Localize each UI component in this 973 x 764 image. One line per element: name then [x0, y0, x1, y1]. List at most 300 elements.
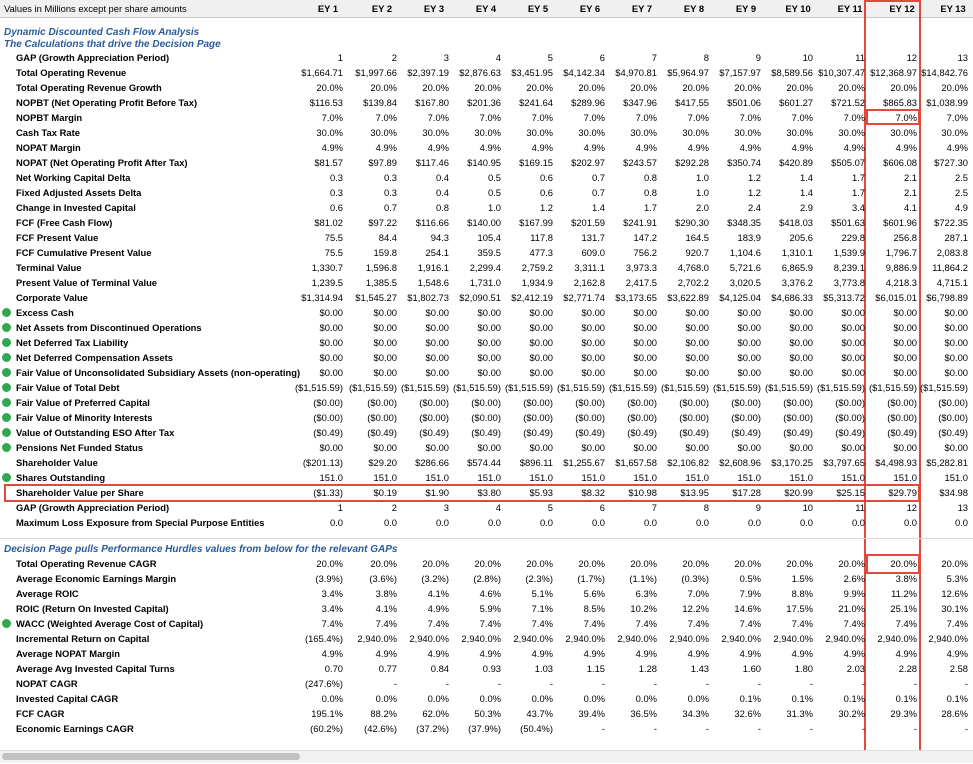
cell[interactable]: 30.0%: [526, 127, 553, 138]
cell[interactable]: (60.2%): [310, 723, 343, 734]
cell[interactable]: (3.9%): [315, 573, 343, 584]
cell[interactable]: 3.8%: [375, 588, 397, 599]
cell[interactable]: 0.8: [435, 202, 449, 213]
cell[interactable]: $0.00: [633, 442, 657, 453]
cell[interactable]: 30.0%: [474, 127, 501, 138]
cell[interactable]: 4.9%: [895, 142, 917, 153]
cell[interactable]: ($1,515.59): [661, 382, 709, 393]
cell[interactable]: 7.4%: [843, 618, 865, 629]
scrollbar-thumb[interactable]: [2, 753, 300, 760]
cell[interactable]: $3,451.95: [511, 67, 553, 78]
cell[interactable]: 10: [802, 52, 813, 63]
cell[interactable]: (37.9%): [468, 723, 501, 734]
cell[interactable]: ($0.00): [887, 397, 917, 408]
cell[interactable]: 2: [391, 52, 397, 63]
cell[interactable]: 0.0: [539, 517, 553, 528]
cell[interactable]: 0.0: [799, 517, 813, 528]
cell[interactable]: 2.58: [949, 663, 968, 674]
cell[interactable]: 20.0%: [630, 558, 657, 569]
cell[interactable]: 4.9%: [375, 648, 397, 659]
cell[interactable]: 30.0%: [422, 127, 449, 138]
cell[interactable]: $1,657.58: [615, 457, 657, 468]
cell[interactable]: 2,940.0%: [825, 633, 865, 644]
cell[interactable]: 1.2: [747, 172, 761, 183]
cell[interactable]: 6: [599, 502, 605, 513]
cell[interactable]: 0.1%: [739, 693, 761, 704]
cell[interactable]: $0.00: [841, 337, 865, 348]
cell[interactable]: 1,310.1: [781, 247, 813, 258]
cell[interactable]: $4,498.93: [875, 457, 917, 468]
cell[interactable]: ($0.00): [783, 397, 813, 408]
cell[interactable]: $0.00: [685, 367, 709, 378]
cell[interactable]: ($0.49): [419, 427, 449, 438]
cell[interactable]: 4.9%: [843, 648, 865, 659]
cell[interactable]: 5.3%: [946, 573, 968, 584]
cell[interactable]: 30.0%: [578, 127, 605, 138]
cell[interactable]: ($0.00): [783, 412, 813, 423]
cell[interactable]: 8.5%: [583, 603, 605, 614]
cell[interactable]: 14.6%: [734, 603, 761, 614]
cell[interactable]: ($0.49): [887, 427, 917, 438]
cell[interactable]: $347.96: [623, 97, 657, 108]
cell[interactable]: 4.9%: [479, 648, 501, 659]
cell[interactable]: 4.1%: [375, 603, 397, 614]
cell[interactable]: $0.00: [319, 307, 343, 318]
cell[interactable]: ($0.00): [835, 412, 865, 423]
cell[interactable]: $4,686.33: [771, 292, 813, 303]
cell[interactable]: 151.0: [477, 472, 501, 483]
cell[interactable]: 30.0%: [890, 127, 917, 138]
cell[interactable]: 0.1%: [791, 693, 813, 704]
cell[interactable]: ($0.49): [575, 427, 605, 438]
cell[interactable]: $12,368.97: [870, 67, 917, 78]
cell[interactable]: 256.8: [893, 232, 917, 243]
cell[interactable]: $0.00: [373, 367, 397, 378]
cell[interactable]: $501.06: [727, 97, 761, 108]
cell[interactable]: 4.9%: [946, 648, 968, 659]
cell[interactable]: $721.52: [831, 97, 865, 108]
cell[interactable]: 1.60: [742, 663, 761, 674]
cell[interactable]: 1: [337, 52, 343, 63]
cell[interactable]: 7: [651, 502, 657, 513]
cell[interactable]: 7.4%: [583, 618, 605, 629]
cell[interactable]: 477.3: [529, 247, 553, 258]
cell[interactable]: $286.66: [415, 457, 449, 468]
cell[interactable]: 20.0%: [786, 558, 813, 569]
cell[interactable]: $0.00: [477, 352, 501, 363]
cell[interactable]: 4.9%: [531, 142, 553, 153]
cell[interactable]: $97.89: [368, 157, 397, 168]
cell[interactable]: $501.63: [831, 217, 865, 228]
cell[interactable]: $0.00: [737, 442, 761, 453]
cell[interactable]: $606.08: [883, 157, 917, 168]
cell[interactable]: $0.00: [944, 352, 968, 363]
cell[interactable]: 0.0%: [375, 693, 397, 704]
cell[interactable]: 4.9%: [635, 142, 657, 153]
cell[interactable]: $0.00: [529, 307, 553, 318]
cell[interactable]: 1.0: [695, 172, 709, 183]
cell[interactable]: 2,940.0%: [721, 633, 761, 644]
cell[interactable]: 7.4%: [427, 618, 449, 629]
cell[interactable]: $1,038.99: [926, 97, 968, 108]
cell[interactable]: 4: [495, 52, 501, 63]
cell[interactable]: 30.0%: [630, 127, 657, 138]
cell[interactable]: 2,940.0%: [773, 633, 813, 644]
cell[interactable]: 20.0%: [526, 558, 553, 569]
cell[interactable]: ($1,515.59): [765, 382, 813, 393]
cell[interactable]: $2,412.19: [511, 292, 553, 303]
cell[interactable]: (3.6%): [369, 573, 397, 584]
cell[interactable]: 12.2%: [682, 603, 709, 614]
cell[interactable]: (0.3%): [681, 573, 709, 584]
cell[interactable]: 0.1%: [843, 693, 865, 704]
cell[interactable]: $574.44: [467, 457, 501, 468]
cell[interactable]: $0.00: [529, 337, 553, 348]
cell[interactable]: $117.46: [415, 157, 449, 168]
cell[interactable]: 7.0%: [687, 112, 709, 123]
cell[interactable]: $169.15: [519, 157, 553, 168]
cell[interactable]: $0.00: [529, 322, 553, 333]
cell[interactable]: $6,798.89: [926, 292, 968, 303]
cell[interactable]: 2,162.8: [573, 277, 605, 288]
cell[interactable]: $243.57: [623, 157, 657, 168]
cell[interactable]: $140.95: [467, 157, 501, 168]
cell[interactable]: $0.00: [737, 307, 761, 318]
cell[interactable]: $0.00: [789, 352, 813, 363]
cell[interactable]: $0.00: [685, 322, 709, 333]
cell[interactable]: 0.8: [643, 187, 657, 198]
cell[interactable]: ($201.13): [302, 457, 343, 468]
cell[interactable]: 2.4: [747, 202, 761, 213]
cell[interactable]: 6,865.9: [781, 262, 813, 273]
cell[interactable]: $13.95: [680, 487, 709, 498]
cell[interactable]: 21.0%: [838, 603, 865, 614]
cell[interactable]: $202.97: [571, 157, 605, 168]
cell[interactable]: $727.30: [934, 157, 968, 168]
cell[interactable]: 3.8%: [895, 573, 917, 584]
cell[interactable]: 30.0%: [682, 127, 709, 138]
cell[interactable]: 1.28: [638, 663, 657, 674]
cell[interactable]: ($1,515.59): [401, 382, 449, 393]
cell[interactable]: -: [705, 678, 709, 689]
cell[interactable]: 2.6%: [843, 573, 865, 584]
cell[interactable]: 2.03: [846, 663, 865, 674]
cell[interactable]: $0.00: [477, 367, 501, 378]
cell[interactable]: 0.3: [329, 187, 343, 198]
cell[interactable]: 2,702.2: [677, 277, 709, 288]
cell[interactable]: 0.0: [591, 517, 605, 528]
cell[interactable]: 0.6: [539, 187, 553, 198]
cell[interactable]: 4.9%: [739, 648, 761, 659]
cell[interactable]: 36.5%: [630, 708, 657, 719]
cell[interactable]: 151.0: [373, 472, 397, 483]
cell[interactable]: $201.36: [467, 97, 501, 108]
cell[interactable]: 75.5: [324, 232, 343, 243]
cell[interactable]: 2.5: [954, 187, 968, 198]
cell[interactable]: -: [809, 723, 813, 734]
cell[interactable]: 0.0: [487, 517, 501, 528]
cell[interactable]: 34.3%: [682, 708, 709, 719]
cell[interactable]: 7.0%: [843, 112, 865, 123]
cell[interactable]: 4.9%: [531, 648, 553, 659]
cell[interactable]: 5: [547, 502, 553, 513]
cell[interactable]: 4.1%: [427, 588, 449, 599]
cell[interactable]: $0.00: [841, 352, 865, 363]
cell[interactable]: 2,940.0%: [669, 633, 709, 644]
cell[interactable]: 94.3: [430, 232, 449, 243]
cell[interactable]: $2,090.51: [459, 292, 501, 303]
cell[interactable]: $0.00: [425, 337, 449, 348]
cell[interactable]: -: [601, 723, 605, 734]
cell[interactable]: 7.0%: [375, 112, 397, 123]
cell[interactable]: 29.3%: [890, 708, 917, 719]
cell[interactable]: 4.9%: [946, 142, 968, 153]
cell[interactable]: $0.00: [737, 367, 761, 378]
cell[interactable]: $3.80: [477, 487, 501, 498]
cell[interactable]: $2,876.63: [459, 67, 501, 78]
cell[interactable]: -: [861, 678, 865, 689]
cell[interactable]: 3.4: [851, 202, 865, 213]
cell[interactable]: (2.3%): [525, 573, 553, 584]
cell[interactable]: $0.00: [425, 322, 449, 333]
cell[interactable]: 2.1: [903, 187, 917, 198]
cell[interactable]: (1.1%): [629, 573, 657, 584]
cell[interactable]: 0.0: [383, 517, 397, 528]
cell[interactable]: 20.0%: [682, 82, 709, 93]
cell[interactable]: $241.64: [519, 97, 553, 108]
cell[interactable]: -: [913, 678, 917, 689]
cell[interactable]: 2,940.0%: [409, 633, 449, 644]
cell[interactable]: 20.0%: [630, 82, 657, 93]
cell[interactable]: $0.00: [685, 337, 709, 348]
cell[interactable]: 30.1%: [941, 603, 968, 614]
cell[interactable]: $10,307.47: [818, 67, 865, 78]
cell[interactable]: 50.3%: [474, 708, 501, 719]
cell[interactable]: ($0.00): [313, 412, 343, 423]
cell[interactable]: $0.00: [373, 352, 397, 363]
cell[interactable]: 30.0%: [838, 127, 865, 138]
cell[interactable]: 3: [443, 502, 449, 513]
cell[interactable]: 0.0: [695, 517, 709, 528]
cell[interactable]: $0.00: [319, 442, 343, 453]
cell[interactable]: 1,330.7: [311, 262, 343, 273]
cell[interactable]: 6: [599, 52, 605, 63]
cell[interactable]: (3.2%): [421, 573, 449, 584]
cell[interactable]: 20.0%: [526, 82, 553, 93]
cell[interactable]: 229.8: [841, 232, 865, 243]
cell[interactable]: $1,664.71: [301, 67, 343, 78]
cell[interactable]: 2.28: [898, 663, 917, 674]
cell[interactable]: 2,940.0%: [928, 633, 968, 644]
cell[interactable]: 4,715.1: [936, 277, 968, 288]
cell[interactable]: $3,622.89: [667, 292, 709, 303]
cell[interactable]: 4,218.3: [885, 277, 917, 288]
cell[interactable]: 7.0%: [739, 112, 761, 123]
cell[interactable]: 8: [703, 52, 709, 63]
cell[interactable]: 0.1%: [895, 693, 917, 704]
cell[interactable]: 0.84: [430, 663, 449, 674]
cell[interactable]: 0.0: [643, 517, 657, 528]
cell[interactable]: 0.0: [851, 517, 865, 528]
cell[interactable]: 131.7: [581, 232, 605, 243]
cell[interactable]: $0.00: [633, 337, 657, 348]
cell[interactable]: 2,940.0%: [513, 633, 553, 644]
cell[interactable]: 7.0%: [687, 588, 709, 599]
cell[interactable]: 1.5%: [791, 573, 813, 584]
cell[interactable]: ($0.49): [835, 427, 865, 438]
cell[interactable]: 1.03: [534, 663, 553, 674]
cell[interactable]: $17.28: [732, 487, 761, 498]
cell[interactable]: 0.5: [487, 187, 501, 198]
cell[interactable]: $601.96: [883, 217, 917, 228]
cell[interactable]: $0.00: [737, 337, 761, 348]
cell[interactable]: ($0.49): [471, 427, 501, 438]
cell[interactable]: 151.0: [841, 472, 865, 483]
cell[interactable]: 20.0%: [316, 558, 343, 569]
cell[interactable]: 4.9%: [375, 142, 397, 153]
cell[interactable]: 2,940.0%: [461, 633, 501, 644]
cell[interactable]: 0.93: [482, 663, 501, 674]
cell[interactable]: ($0.00): [679, 397, 709, 408]
cell[interactable]: 1,916.1: [417, 262, 449, 273]
cell[interactable]: ($0.00): [938, 412, 968, 423]
cell[interactable]: $6,015.01: [875, 292, 917, 303]
cell[interactable]: 0.6: [329, 202, 343, 213]
cell[interactable]: -: [549, 678, 553, 689]
cell[interactable]: -: [705, 723, 709, 734]
cell[interactable]: 62.0%: [422, 708, 449, 719]
cell[interactable]: 287.1: [944, 232, 968, 243]
cell[interactable]: $29.20: [368, 457, 397, 468]
cell[interactable]: $139.84: [363, 97, 397, 108]
cell[interactable]: $292.28: [675, 157, 709, 168]
cell[interactable]: $348.35: [727, 217, 761, 228]
cell[interactable]: (165.4%): [304, 633, 343, 644]
cell[interactable]: $4,142.34: [563, 67, 605, 78]
cell[interactable]: 920.7: [685, 247, 709, 258]
cell[interactable]: $0.00: [581, 367, 605, 378]
cell[interactable]: 4.9%: [687, 648, 709, 659]
cell[interactable]: $2,106.82: [667, 457, 709, 468]
cell[interactable]: 20.0%: [578, 558, 605, 569]
cell[interactable]: 0.0%: [479, 693, 501, 704]
cell[interactable]: (2.8%): [473, 573, 501, 584]
cell[interactable]: ($0.00): [835, 397, 865, 408]
cell[interactable]: 151.0: [944, 472, 968, 483]
cell[interactable]: $0.00: [944, 322, 968, 333]
cell[interactable]: 1,104.6: [729, 247, 761, 258]
cell[interactable]: $116.66: [415, 217, 449, 228]
cell[interactable]: $0.00: [893, 337, 917, 348]
horizontal-scrollbar[interactable]: [0, 750, 973, 763]
cell[interactable]: 20.0%: [474, 558, 501, 569]
cell[interactable]: 7.4%: [321, 618, 343, 629]
cell[interactable]: 4.9%: [583, 142, 605, 153]
cell[interactable]: $0.00: [893, 322, 917, 333]
cell[interactable]: 20.0%: [422, 558, 449, 569]
cell[interactable]: $0.00: [893, 442, 917, 453]
cell[interactable]: $0.00: [633, 307, 657, 318]
cell[interactable]: 1,539.9: [833, 247, 865, 258]
cell[interactable]: 11,864.2: [932, 262, 968, 273]
cell[interactable]: $290.30: [675, 217, 709, 228]
cell[interactable]: 20.0%: [370, 558, 397, 569]
cell[interactable]: 151.0: [737, 472, 761, 483]
cell[interactable]: $865.83: [883, 97, 917, 108]
cell[interactable]: $0.00: [529, 352, 553, 363]
cell[interactable]: $1.90: [425, 487, 449, 498]
cell[interactable]: 1,239.5: [311, 277, 343, 288]
cell[interactable]: $4,970.81: [615, 67, 657, 78]
cell[interactable]: 0.0%: [635, 693, 657, 704]
cell[interactable]: 151.0: [319, 472, 343, 483]
cell[interactable]: $0.00: [581, 352, 605, 363]
cell[interactable]: 1.2: [539, 202, 553, 213]
cell[interactable]: 39.4%: [578, 708, 605, 719]
cell[interactable]: $4,125.04: [719, 292, 761, 303]
cell[interactable]: $0.00: [685, 442, 709, 453]
cell[interactable]: 1,596.8: [365, 262, 397, 273]
cell[interactable]: 2.5: [954, 172, 968, 183]
cell[interactable]: $505.07: [831, 157, 865, 168]
cell[interactable]: (1.7%): [577, 573, 605, 584]
cell[interactable]: ($1,515.59): [713, 382, 761, 393]
cell[interactable]: $0.00: [425, 367, 449, 378]
cell[interactable]: 20.0%: [422, 82, 449, 93]
cell[interactable]: $8.32: [581, 487, 605, 498]
cell[interactable]: ($0.00): [938, 397, 968, 408]
cell[interactable]: 7.4%: [791, 618, 813, 629]
cell[interactable]: 7.0%: [791, 112, 813, 123]
cell[interactable]: 10: [802, 502, 813, 513]
cell[interactable]: ($0.00): [367, 412, 397, 423]
cell[interactable]: $0.00: [944, 337, 968, 348]
cell[interactable]: ($0.00): [887, 412, 917, 423]
cell[interactable]: ($1,515.59): [453, 382, 501, 393]
cell[interactable]: ($0.00): [731, 412, 761, 423]
cell[interactable]: 30.0%: [786, 127, 813, 138]
cell[interactable]: $97.22: [368, 217, 397, 228]
cell[interactable]: 3,973.3: [625, 262, 657, 273]
cell[interactable]: ($0.49): [731, 427, 761, 438]
cell[interactable]: $1,997.66: [355, 67, 397, 78]
cell[interactable]: 20.0%: [838, 558, 865, 569]
cell[interactable]: 9: [755, 502, 761, 513]
cell[interactable]: ($0.49): [523, 427, 553, 438]
cell[interactable]: $0.00: [893, 352, 917, 363]
cell[interactable]: -: [445, 678, 449, 689]
cell[interactable]: $0.00: [893, 367, 917, 378]
cell[interactable]: 2,299.4: [469, 262, 501, 273]
cell[interactable]: $0.00: [373, 322, 397, 333]
cell[interactable]: 4.9%: [791, 648, 813, 659]
cell[interactable]: ($0.49): [313, 427, 343, 438]
cell[interactable]: 12: [906, 502, 917, 513]
cell[interactable]: 3: [443, 52, 449, 63]
cell[interactable]: 3,376.2: [781, 277, 813, 288]
cell[interactable]: 20.0%: [316, 82, 343, 93]
cell[interactable]: $0.00: [841, 307, 865, 318]
cell[interactable]: 0.0: [747, 517, 761, 528]
cell[interactable]: 75.5: [324, 247, 343, 258]
cell[interactable]: 4.9%: [479, 142, 501, 153]
cell[interactable]: 12: [906, 52, 917, 63]
cell[interactable]: -: [601, 678, 605, 689]
cell[interactable]: 4.1: [903, 202, 917, 213]
cell[interactable]: 20.0%: [734, 82, 761, 93]
cell[interactable]: $34.98: [939, 487, 968, 498]
cell[interactable]: $0.00: [944, 442, 968, 453]
